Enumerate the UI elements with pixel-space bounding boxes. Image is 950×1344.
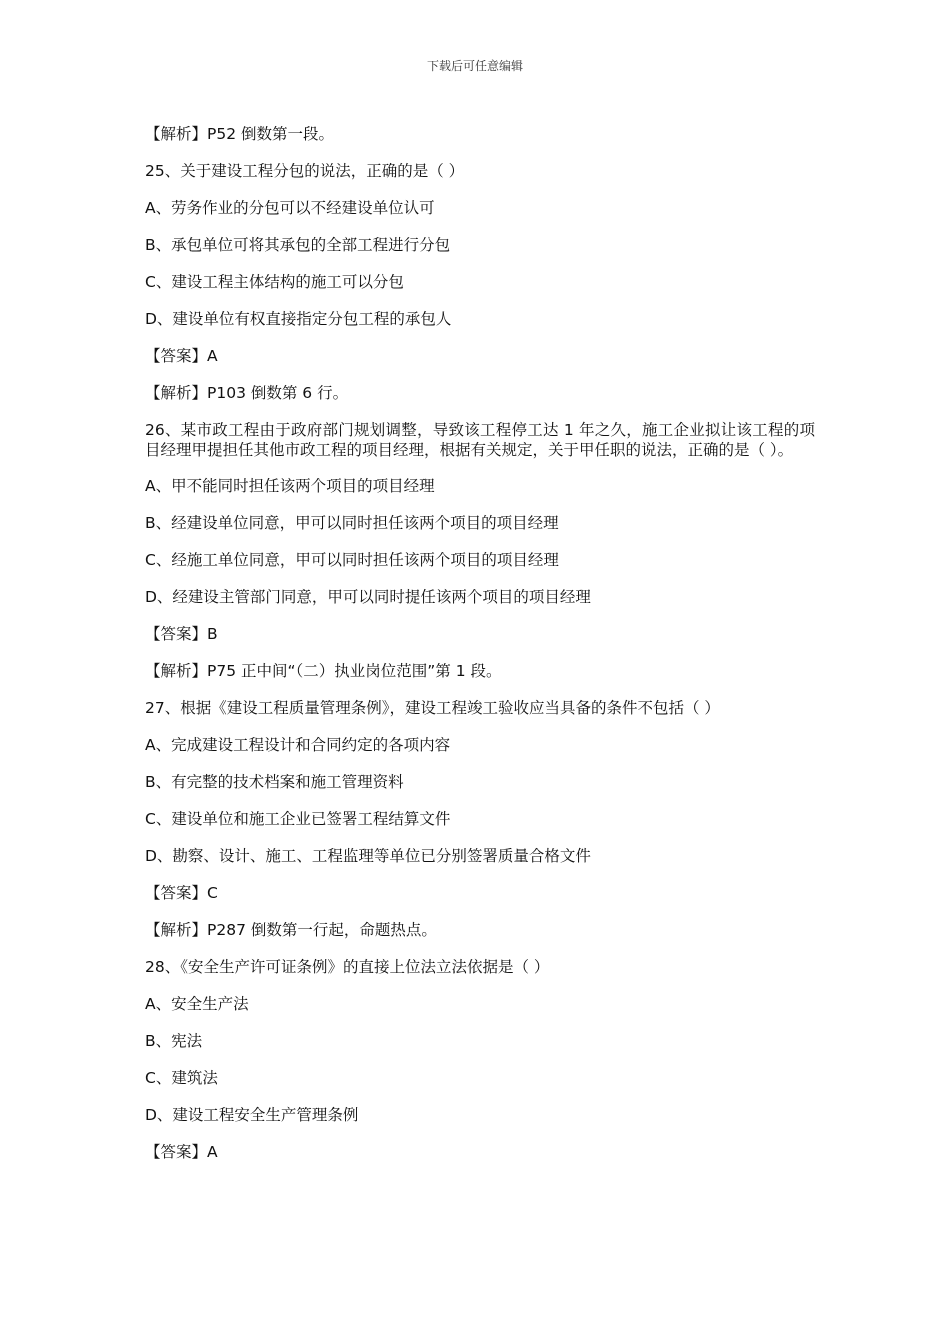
page-header: 下载后可任意编辑 [426,59,523,73]
option-d: D、勘察、设计、施工、工程监理等单位已分别签署质量合格文件 [145,847,591,865]
option-d: D、经建设主管部门同意，甲可以同时提任该两个项目的项目经理 [145,588,591,606]
answer-line: 【答案】A [145,1143,218,1161]
analysis-line: 【解析】P287 倒数第一行起，命题热点。 [145,921,437,939]
document-body [145,124,815,1179]
analysis-line: 【解析】P103 倒数第 6 行。 [145,384,349,402]
option-b: B、宪法 [145,1032,203,1050]
option-c: C、建设单位和施工企业已签署工程结算文件 [145,810,451,828]
option-a: A、安全生产法 [145,995,249,1013]
option-b: B、承包单位可将其承包的全部工程进行分包 [145,236,451,254]
option-d: D、建设工程安全生产管理条例 [145,1106,359,1124]
option-d: D、建设单位有权直接指定分包工程的承包人 [145,310,452,328]
option-b: B、经建设单位同意，甲可以同时担任该两个项目的项目经理 [145,514,559,532]
question-26: 26、某市政工程由于政府部门规划调整，导致该工程停工达 1 年之久，施工企业拟让该工程的项目经理甲提担任其他市政工程的项目经理，根据有关规定，关于甲任职的说法，正确的是（ ）。 [145,421,815,459]
option-a: A、劳务作业的分包可以不经建设单位认可 [145,199,435,217]
answer-line: 【答案】C [145,884,218,902]
question-25: 25、关于建设工程分包的说法，正确的是（ ） [145,162,465,180]
question-27: 27、根据《建设工程质量管理条例》，建设工程竣工验收应当具备的条件不包括（ ） [145,699,720,717]
option-a: A、甲不能同时担任该两个项目的项目经理 [145,477,435,495]
analysis-line: 【解析】P75 正中间“（二）执业岗位范围”第 1 段。 [145,662,502,680]
answer-line: 【答案】B [145,625,218,643]
option-c: C、建设工程主体结构的施工可以分包 [145,273,404,291]
answer-line: 【答案】A [145,347,218,365]
option-c: C、建筑法 [145,1069,218,1087]
analysis-line: 【解析】P52 倒数第一段。 [145,125,334,143]
option-a: A、完成建设工程设计和合同约定的各项内容 [145,736,451,754]
option-c: C、经施工单位同意，甲可以同时担任该两个项目的项目经理 [145,551,559,569]
option-b: B、有完整的技术档案和施工管理资料 [145,773,404,791]
question-28: 28、《安全生产许可证条例》的直接上位法立法依据是（ ） [145,958,550,976]
